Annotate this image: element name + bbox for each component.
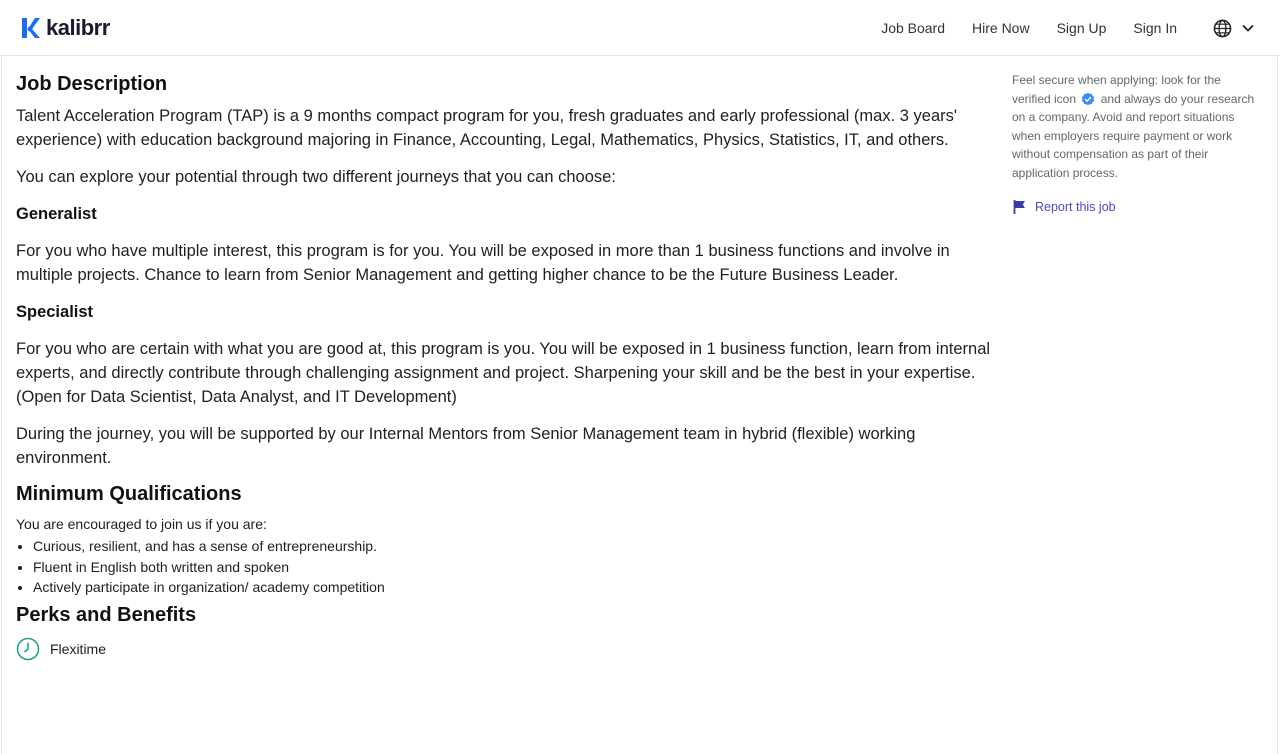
nav-job-board[interactable]: Job Board	[881, 20, 946, 36]
list-item: • Curious, resilient, and has a sense of entrepreneurship.	[33, 536, 1001, 557]
clock-icon	[16, 637, 40, 661]
kalibrr-logo[interactable]	[20, 15, 110, 41]
page-content	[0, 57, 1280, 754]
right-border-divider	[1277, 57, 1278, 754]
perk-item	[16, 637, 1001, 661]
generalist-title: Generalist	[16, 205, 97, 223]
safety-notice-part2: and always do your research on a company. Avoid and report situations when employers require payment or work without compensation as part of their application process.	[1012, 91, 1255, 180]
specialist-title: Specialist	[16, 303, 94, 321]
min-qualifications-title: Minimum Qualifications	[16, 483, 242, 505]
report-job-link[interactable]	[1012, 198, 1262, 217]
language-selector[interactable]	[1213, 19, 1254, 38]
main-nav	[854, 0, 1254, 56]
qualifications-list	[16, 536, 1001, 598]
safety-notice-part1: Feel secure when applying: look for the verified icon	[1012, 73, 1221, 106]
nav-sign-up[interactable]: Sign Up	[1056, 20, 1107, 36]
flag-icon	[1012, 199, 1028, 215]
job-description-title: Job Description	[16, 73, 168, 95]
list-item: • Fluent in English both written and spoken	[33, 557, 1001, 578]
globe-icon	[1213, 19, 1232, 38]
journey-support-text: During the journey, you will be supported by our Internal Mentors from Senior Management team in hybrid (flexible) working environment.	[16, 425, 916, 467]
verified-badge-icon	[1081, 92, 1095, 106]
safety-notice	[1012, 71, 1262, 182]
specialist-text: For you who are certain with what you are good at, this program is you. You will be exposed in 1 business function, learn from internal experts, and directly contribute through challenging assignment and project. Sharpening your skill and be the best in your expertise. (Open for Data Scientist, Data Analyst, and IT Development)	[16, 340, 991, 406]
job-main-column	[1, 57, 1001, 754]
nav-hire-now[interactable]: Hire Now	[972, 20, 1030, 36]
logo-text: kalibrr	[46, 14, 110, 40]
job-description-intro: Talent Acceleration Program (TAP) is a 9 months compact program for you, fresh graduates and early professional (max. 3 years' experience) with education background majoring in Finance, Accounting, Legal, Mathematics, Physics, Statistics, IT, and others.	[16, 107, 958, 149]
generalist-text: For you who have multiple interest, this program is for you. You will be exposed in more than 1 business functions and involve in multiple projects. Chance to learn from Senior Management and getting higher chance to be the Future Business Leader.	[16, 242, 950, 284]
report-job-label: Report this job	[1035, 200, 1116, 214]
list-item: • Actively participate in organization/ academy competition	[33, 577, 1001, 598]
perks-title: Perks and Benefits	[16, 603, 197, 626]
kalibrr-logo-icon	[20, 16, 40, 40]
safety-sidebar	[1012, 71, 1262, 217]
min-qualifications-intro: You are encouraged to join us if you are:	[16, 516, 267, 532]
chevron-down-icon	[1242, 24, 1254, 32]
job-description-journeys: You can explore your potential through two different journeys that you can choose:	[16, 168, 616, 186]
nav-sign-in[interactable]: Sign In	[1133, 20, 1177, 36]
perk-label: Flexitime	[50, 640, 107, 657]
top-navigation-bar	[0, 0, 1280, 56]
